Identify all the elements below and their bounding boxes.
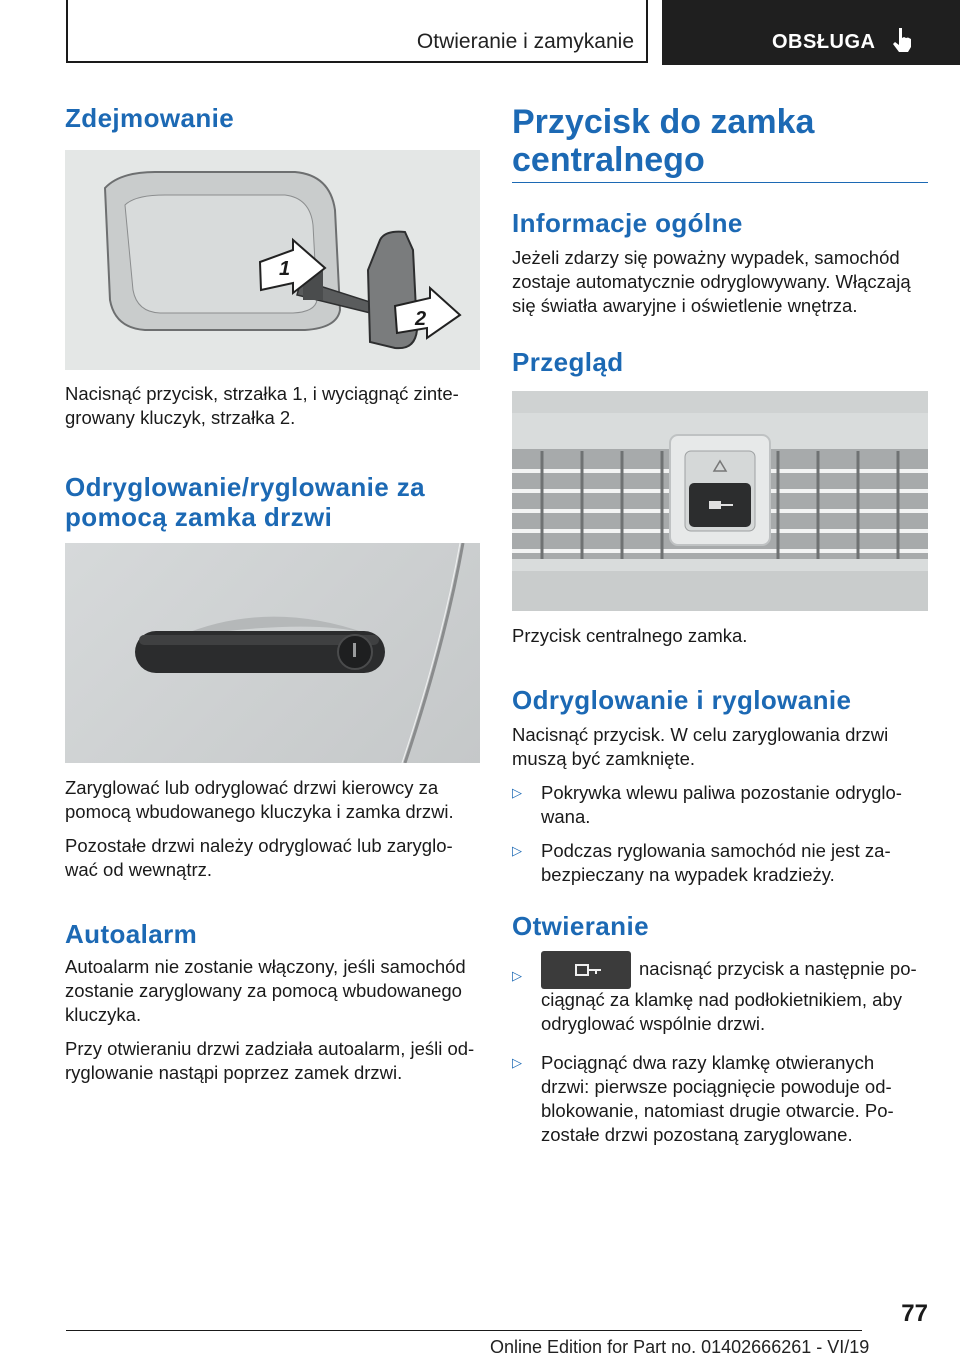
heading-alarm: Autoalarm	[65, 919, 198, 949]
figure-label-2: 2	[415, 308, 427, 330]
figure-central-lock-button	[512, 391, 928, 611]
remove-text-line2: growany kluczyk, strzałka 2.	[65, 407, 296, 428]
heading-open: Otwieranie	[512, 911, 649, 941]
header-section-title: Otwieranie i zamykanie	[66, 0, 648, 63]
heading-info: Informacje ogólne	[512, 208, 743, 238]
heading-unlock: Odryglowanie i ryglowanie	[512, 685, 852, 715]
hand-pointer-icon	[892, 27, 914, 53]
lock-text-line2a: Pozostałe drzwi należy odryglować lub zaryglo-	[65, 835, 453, 856]
bullet-open-pull	[512, 1051, 928, 1147]
bullet-mark: ▷	[512, 1055, 522, 1070]
bullet-open-press	[512, 950, 928, 1040]
footer-edition: Online Edition for Part no. 01402666261 - VI/19	[490, 1337, 870, 1357]
figure-door-handle	[65, 543, 480, 763]
heading-remove: Zdejmowanie	[65, 103, 235, 133]
bullet-theft-warning	[512, 839, 928, 887]
bullet-2-line2: bezpieczany na wypadek kradzieży.	[541, 864, 835, 885]
open-bullet-1-line3: odryglować wspólnie drzwi.	[541, 1013, 766, 1034]
alarm-text-line1b: zostanie zaryglowany za pomocą wbudowanego	[65, 980, 462, 1001]
alarm-text-line1c: kluczyka.	[65, 1004, 142, 1025]
lock-text-line1b: pomocą wbudowanego kluczyka i zamka drzwi.	[65, 801, 454, 822]
info-text-line3: się światła awaryjne i oświetlenie wnętrza.	[512, 295, 858, 316]
footer-rule	[66, 1330, 862, 1331]
open-bullet-2-line3: blokowanie, natomiast drugie otwarcie. Po-	[541, 1100, 894, 1121]
chapter-label: OBSŁUGA	[772, 31, 876, 53]
alarm-text-line2b: ryglowanie nastąpi poprzez zamek drzwi.	[65, 1062, 403, 1083]
main-heading-line1: Przycisk do zamka	[512, 103, 815, 141]
overview-caption: Przycisk centralnego zamka.	[512, 625, 748, 646]
bullet-2-line1: Podczas ryglowania samochód nie jest za-	[541, 840, 891, 861]
open-bullet-2-line2: drzwi: pierwsze pociągnięcie powoduje od-	[541, 1076, 892, 1097]
alarm-text-line1a: Autoalarm nie zostanie włączony, jeśli samochód	[65, 956, 466, 977]
info-text-line1: Jeżeli zdarzy się poważny wypadek, samochód	[512, 247, 900, 268]
bullet-1-line1: Pokrywka wlewu paliwa pozostanie odryglo-	[541, 782, 902, 803]
central-lock-button-icon	[541, 951, 631, 989]
open-bullet-1-line2: ciągnąć za klamkę nad podłokietnikiem, aby	[541, 989, 902, 1010]
bullet-mark: ▷	[512, 968, 522, 983]
header-chapter-tab	[662, 0, 960, 65]
bullet-1-line2: wana.	[541, 806, 591, 827]
heading-rule	[512, 182, 928, 183]
figure-key-removal	[65, 150, 480, 370]
open-bullet-1-line1: nacisnąć przycisk a następnie po-	[639, 958, 917, 979]
unlock-text-line2: muszą być zamknięte.	[512, 748, 696, 769]
page-number: 77	[901, 1300, 928, 1327]
info-text-line2: zostaje automatycznie odryglowywany. Włączają	[512, 271, 911, 292]
heading-overview: Przegląd	[512, 347, 624, 377]
unlock-text-line1: Nacisnąć przycisk. W celu zaryglowania drzwi	[512, 724, 889, 745]
figure-label-1: 1	[279, 258, 291, 280]
lock-text-line1a: Zaryglować lub odryglować drzwi kierowcy za	[65, 777, 439, 798]
bullet-mark: ▷	[512, 843, 522, 858]
heading-lock-line1: Odryglowanie/ryglowanie za	[65, 472, 426, 502]
heading-lock-line2: pomocą zamka drzwi	[65, 502, 333, 532]
open-bullet-2-line1: Pociągnąć dwa razy klamkę otwieranych	[541, 1052, 875, 1073]
lock-text-line2b: wać od wewnątrz.	[65, 859, 213, 880]
alarm-text-line2a: Przy otwieraniu drzwi zadziała autoalarm, jeśli od-	[65, 1038, 475, 1059]
main-heading-line2: centralnego	[512, 141, 705, 179]
bullet-fuel-flap	[512, 781, 928, 829]
remove-text-line1: Nacisnąć przycisk, strzałka 1, i wyciągnąć zinte-	[65, 383, 459, 404]
bullet-mark: ▷	[512, 785, 522, 800]
open-bullet-2-line4: zostałe drzwi pozostaną zaryglowane.	[541, 1124, 853, 1145]
